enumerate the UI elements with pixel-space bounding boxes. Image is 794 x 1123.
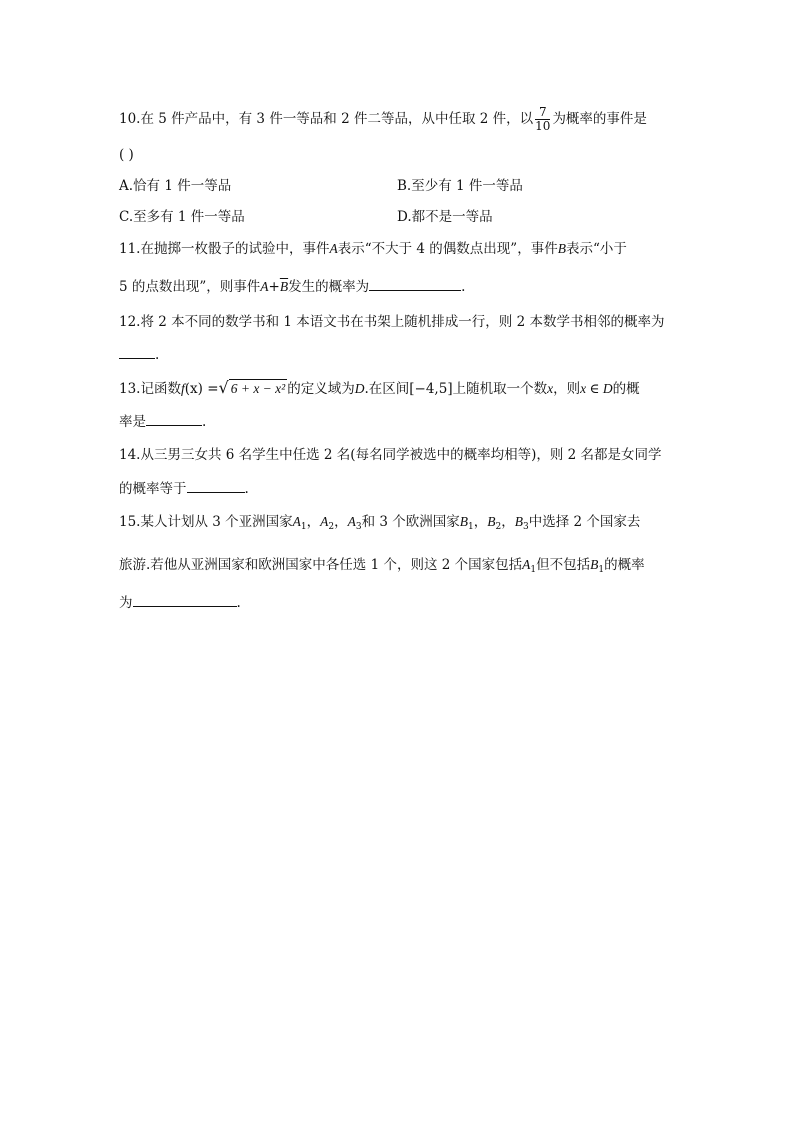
q15-b2: B (487, 514, 496, 529)
q13-radicand: 6 + x − x² (230, 381, 286, 396)
q15-text-d: 但不包括 (536, 557, 591, 573)
q11-text-e: 发生的概率为 (288, 279, 370, 295)
q15-a3: A (347, 514, 356, 529)
q15-a1-sub: 1 (300, 522, 307, 532)
question-11-line2 (119, 277, 465, 296)
q15-b3-sub: 3 (523, 522, 529, 532)
q10-option-d: D.都不是一等品 (397, 209, 493, 225)
q11-text-b: 表示“不大于 4 的偶数点出现”，事件 (337, 241, 558, 257)
question-15-line1 (119, 513, 640, 536)
fraction-denominator: 10 (535, 119, 551, 133)
question-15-line2 (119, 556, 645, 579)
q11-expr-a: A (260, 279, 269, 294)
q11-text-a: 11.在抛掷一枚骰子的试验中，事件 (119, 241, 330, 257)
question-14-line1: 14.从三男三女共 6 名学生中任选 2 名(每名同学被选中的概率均相等)，则 2 名都是女同学 (119, 447, 662, 463)
q11-plus: + (268, 279, 280, 295)
fraction-numerator: 7 (535, 106, 550, 120)
q15-text-b: 中选择 2 个国家去 (528, 514, 641, 530)
q13-interval: [−4,5] (409, 381, 453, 397)
q13-func-arg: (x) = (184, 381, 219, 397)
fraction-7-10 (535, 106, 550, 133)
question-11-line1 (119, 240, 627, 258)
question-13-line1 (119, 379, 640, 398)
q15-answer-blank[interactable] (133, 593, 237, 607)
q10-option-c: C.至多有 1 件一等品 (119, 209, 245, 225)
q13-condition: x ∈ D (580, 381, 613, 396)
q15-text-c: 旅游.若他从亚洲国家和欧洲国家中各任选 1 个，则这 2 个国家包括 (119, 557, 523, 573)
q15-text-a: 15.某人计划从 3 个亚洲国家 (119, 514, 293, 530)
q11-event-a: A (329, 241, 338, 256)
q15-and: 和 3 个欧洲国家 (361, 514, 460, 530)
question-10 (119, 106, 647, 133)
q10-answer-paren: ( ) (119, 147, 134, 163)
q12-answer-blank[interactable] (119, 345, 155, 359)
q13-var-d: D (354, 381, 365, 396)
q15-a2-sub: 2 (328, 522, 335, 532)
question-12-line1: 12.将 2 本不同的数学书和 1 本语文书在书架上随机排成一行，则 2 本数学书相邻的概率为 (119, 314, 665, 330)
q15-a3-sub: 3 (355, 522, 362, 532)
q15-b1-sub: 1 (468, 522, 474, 532)
q15-sep4: ， (501, 514, 515, 530)
q13-prefix: 13.记函数 (119, 381, 181, 397)
question-13-line2 (119, 412, 206, 431)
q13-mid4: ，则 (553, 381, 581, 397)
q10-option-b: B.至少有 1 件一等品 (397, 178, 523, 194)
q13-mid2: .在区间 (364, 381, 410, 397)
q15-text-e: 的概率 (604, 557, 645, 573)
q11-text-d: 5 的点数出现”，则事件 (119, 279, 261, 295)
q11-text-c: 表示“小于 (565, 241, 627, 257)
q11-expr-b-complement: $\overline{B}$ (279, 279, 289, 294)
q15-sep1: ， (306, 514, 321, 530)
q15-b1-ref: B (590, 557, 599, 572)
q11-event-b: B (557, 241, 566, 256)
question-14-line2 (119, 479, 249, 498)
q15-b3: B (514, 514, 523, 529)
q15-a2: A (320, 514, 329, 529)
q15-b2-sub: 2 (495, 522, 502, 532)
q15-period: . (236, 595, 241, 611)
q14-answer-blank[interactable] (187, 479, 245, 493)
q13-period: . (202, 414, 207, 430)
q13-mid3: 上随机取一个数 (452, 381, 548, 397)
q14-period: . (244, 481, 249, 497)
q15-sep3: ， (473, 514, 488, 530)
q15-sep2: ， (334, 514, 348, 530)
q14-line2-text: 的概率等于 (119, 481, 187, 497)
q10-option-a: A.恰有 1 件一等品 (119, 178, 232, 194)
question-15-line3 (119, 593, 241, 612)
q13-answer-blank[interactable] (146, 412, 202, 426)
q13-line2-text: 率是 (119, 414, 146, 430)
q12-period: . (155, 347, 160, 363)
q15-a1: A (292, 514, 301, 529)
sqrt-sign-icon: √ (218, 378, 229, 397)
q13-mid: 的定义域为 (287, 381, 355, 397)
q11-answer-blank[interactable] (369, 277, 461, 291)
question-12-line2 (119, 345, 159, 364)
q15-b1-ref-sub: 1 (598, 565, 605, 575)
q10-text-b: 为概率的事件是 (552, 111, 647, 127)
q13-func-name: f (180, 381, 185, 396)
q15-a1-ref: A (522, 557, 531, 572)
q15-line3-text: 为 (119, 595, 133, 611)
q11-period: . (461, 279, 466, 295)
q13-var-x: x (547, 381, 554, 396)
q15-a1-ref-sub: 1 (530, 565, 537, 575)
q10-text-a: 10.在 5 件产品中，有 3 件一等品和 2 件二等品，从中任取 2 件，以 (119, 111, 534, 127)
q15-b1: B (459, 514, 469, 529)
q13-mid5: 的概 (612, 381, 640, 397)
